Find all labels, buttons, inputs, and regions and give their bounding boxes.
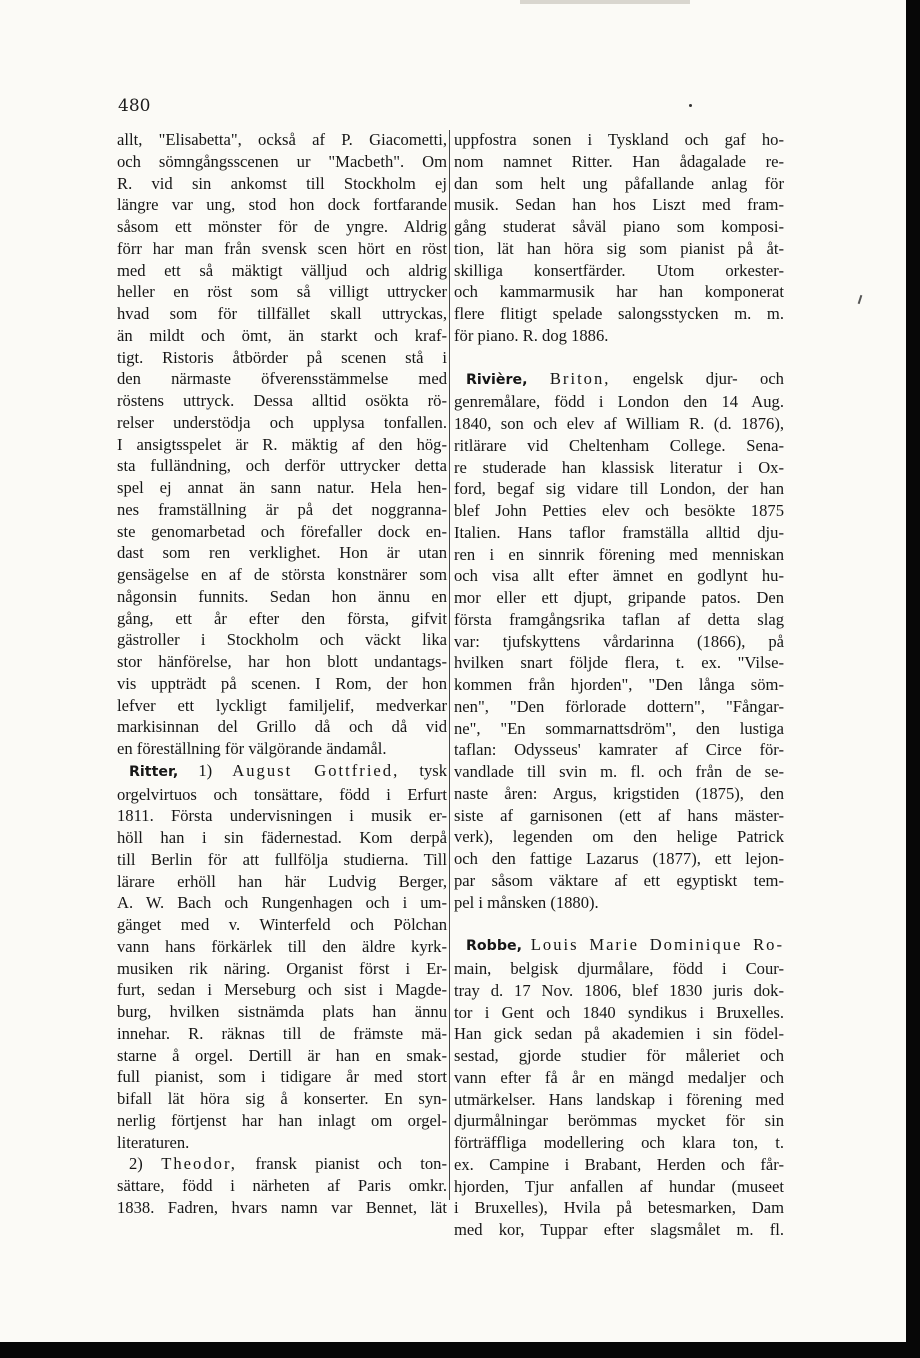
text-line: main, belgisk djurmålare, född i Cour- xyxy=(454,959,784,978)
text-line: spel ej annat än sann natur. Hela hen- xyxy=(117,478,447,497)
text-line: Italien. Hans taflor framställa alltid dju- xyxy=(454,522,784,542)
page-number: 480 xyxy=(118,96,151,116)
text-line: sättare, född i närheten af Paris omkr. xyxy=(117,1176,447,1195)
text-line: kommen från hjorden", "Den långa söm- xyxy=(454,675,784,694)
text-line: med ett så mäktigt välljud och aldrig xyxy=(117,260,447,280)
entry-name: August Gottfried, xyxy=(232,760,400,780)
text-line: siste af garnisonen (ett af hans mäster- xyxy=(454,805,784,825)
text-line: R. vid sin ankomst till Stockholm ej xyxy=(117,173,447,193)
text-line: vandlade till svin m. fl. och från de se- xyxy=(454,762,784,781)
scan-border-bottom xyxy=(0,1342,920,1358)
text-line: gänget med v. Winterfeld och Pölchan xyxy=(117,915,447,934)
entry-gap xyxy=(454,913,784,934)
text-line: A. W. Bach och Rungenhagen och i um- xyxy=(117,893,447,913)
text-line: tigt. Ristoris åtbörder på scenen stå i xyxy=(117,347,447,367)
text-line: tion, lät han höra sig som pianist på åt- xyxy=(454,238,784,258)
text-line: genremålare, född i London den 14 Aug. xyxy=(454,392,784,412)
ink-dot xyxy=(689,104,692,107)
text-line: för piano. R. dog 1886. xyxy=(454,325,609,345)
text-line: i Bruxelles), Hvila på betesmarken, Dam xyxy=(454,1198,784,1218)
entry-robbe-first-line xyxy=(466,934,784,958)
text-line: gästroller i Stockholm och väckt lika xyxy=(117,630,447,650)
text-line: I ansigtsspelet är R. mäktig af den hög- xyxy=(117,434,447,454)
text-line: innehar. R. räknas till de främste mä- xyxy=(117,1023,447,1043)
text-line: och den fattige Lazarus (1877), ett lejon- xyxy=(454,849,784,868)
text-line: par såsom väktare af ett egyptiskt tem- xyxy=(454,870,784,890)
text-line: dan som helt ung påfallande anlag för xyxy=(454,173,784,193)
text-line: allt, "Elisabetta", också af P. Giacometti, xyxy=(117,130,447,149)
text-line: till Berlin för att fullfölja studierna. Till xyxy=(117,849,447,869)
text-line: Han gick sedan på akademien i sin födel- xyxy=(454,1024,784,1044)
text-line: hvilken snart följde flera, t. ex. "Vilse- xyxy=(454,653,784,673)
text-line: gång studerat såväl piano som komposi- xyxy=(454,217,784,236)
text-line: första framgångsrika taflan af detta slag xyxy=(454,609,784,629)
entry-name: Theodor, xyxy=(161,1154,237,1174)
entry-text: fransk pianist och ton- xyxy=(255,1154,448,1174)
text-line: ford, begaf sig vidare till London, der han xyxy=(454,479,784,499)
text-line: med kor, Tuppar efter slagsmålet m. fl. xyxy=(454,1220,784,1239)
text-line: ex. Campine i Brabant, Herden och får- xyxy=(454,1154,784,1174)
text-line: furt, sedan i Merseburg och sist i Magde- xyxy=(117,980,447,1000)
entry-text: engelsk djur- och xyxy=(632,368,784,388)
text-line: hjorden, Tjur anfallen af hundar (museet xyxy=(454,1176,784,1196)
text-line: nen", "Den förlorade dottern", "Fångar- xyxy=(454,696,784,716)
text-line: ritlärare vid Cheltenham College. Sena- xyxy=(454,435,784,455)
text-line: än mildt och ömt, än starkt och kraf- xyxy=(117,325,447,345)
text-line: nes framställning är på det noggranna- xyxy=(117,499,447,519)
right-column xyxy=(454,129,784,1241)
text-line: tray d. 17 Nov. 1806, blef 1830 juris dok- xyxy=(454,980,784,1000)
text-line: stor hänförelse, har hon blott undantags- xyxy=(117,652,447,671)
text-line: nom namnet Ritter. Han ådagalade re- xyxy=(454,151,784,171)
text-line: musiken rik näring. Organist först i Er- xyxy=(117,958,447,978)
text-line: mor eller ett djupt, gripande patos. Den xyxy=(454,588,784,607)
entry-name: Louis Marie Dominique Ro- xyxy=(530,935,785,955)
text-line: sta fulländning, och derför uttrycker detta xyxy=(117,456,447,476)
entry-ritter-theodor-line xyxy=(129,1153,447,1175)
text-line: ren i en sinnrik förening med menniskan xyxy=(454,544,784,564)
entry-gap xyxy=(454,347,784,368)
text-line: bifall lät höra sig å konserter. En syn- xyxy=(117,1089,447,1108)
text-line: relser understödja och upplysa tonfallen. xyxy=(117,412,447,432)
text-line: förr har man från svensk scen hört en röst xyxy=(117,238,447,258)
text-line: flere flitigt spelade salongsstycken m. m. xyxy=(454,304,784,323)
text-line: såsom ett mönster för de yngre. Aldrig xyxy=(117,217,447,236)
column-divider xyxy=(449,130,450,1200)
text-line: uppfostra sonen i Tyskland och gaf ho- xyxy=(454,130,784,149)
text-line: vis uppträdt på scenen. I Rom, der hon xyxy=(117,673,447,693)
text-line: gensägelse en af de största konstnärer som xyxy=(117,565,447,584)
text-line: utmärkelser. Hans landskap i förening med xyxy=(454,1089,784,1109)
text-line: 1811. Första undervisningen i musik er- xyxy=(117,806,447,826)
text-line: ne", "En sommarnattsdröm", den lustiga xyxy=(454,718,784,738)
text-line: naste åren: Argus, krigstiden (1875), den xyxy=(454,783,784,803)
text-line: dast som ren verklighet. Hon är utan xyxy=(117,543,447,563)
text-line: markisinnan del Grillo då och då vid xyxy=(117,717,447,737)
scan-speckle xyxy=(520,0,690,4)
entry-riviere-first-line xyxy=(466,368,784,392)
entry-name: Briton, xyxy=(549,368,611,388)
text-line: röstens uttryck. Dessa alltid osökta rö- xyxy=(117,391,447,410)
text-line: och kammarmusik har han komponerat xyxy=(454,282,784,302)
text-line: tor i Gent och 1840 syndikus i Bruxelles. xyxy=(454,1002,784,1022)
text-line: och sömngångsscenen ur "Macbeth". Om xyxy=(117,151,447,171)
entry-heading-robbe: Robbe, xyxy=(466,938,522,955)
entry-text: tysk xyxy=(419,760,447,780)
text-line: blef John Petties elev och besökte 1875 xyxy=(454,501,784,520)
text-line: lärare erhöll han här Ludvig Berger, xyxy=(117,871,447,891)
text-line: 1840, son och elev af William R. (d. 1876), xyxy=(454,414,784,433)
left-column xyxy=(117,129,447,1219)
text-line: re studerade han klassisk literatur i Ox- xyxy=(454,457,784,477)
text-line: höll han i sin fädernestad. Kom derpå xyxy=(117,828,447,847)
text-line: djurmålningar berömmas mycket för sin xyxy=(454,1111,784,1131)
text-line: och visa allt efter ämnet en godlynt hu- xyxy=(454,566,784,586)
text-line: längre var ung, stod hon dock fortfarande xyxy=(117,195,447,215)
margin-mark xyxy=(858,295,863,304)
entry-heading-riviere: Rivière, xyxy=(466,371,528,388)
text-line: full pianist, som i tidigare år med stort xyxy=(117,1067,447,1087)
text-line: taflan: Odysseus' kamrater af Circe för- xyxy=(454,740,784,760)
text-line: 1838. Fadren, hvars namn var Bennet, lät xyxy=(117,1197,447,1217)
text-line: starne å orgel. Dertill är han en smak- xyxy=(117,1045,447,1065)
entry-ritter-first-line xyxy=(129,760,447,784)
text-line: literaturen. xyxy=(117,1132,190,1152)
text-line: den närmaste öfverensstämmelse med xyxy=(117,369,447,389)
text-line: någonsin funnits. Sedan hon ännu en xyxy=(117,586,447,606)
text-line: musik. Sedan han hos Liszt med fram- xyxy=(454,195,784,215)
text-line: heller en röst som så villigt uttrycker xyxy=(117,282,447,302)
text-line: en föreställning för välgörande ändamål. xyxy=(117,739,387,758)
text-line: var: tjufskyttens vårdarinna (1866), på xyxy=(454,631,784,651)
text-line: verk), legenden om den helige Patrick xyxy=(454,827,784,847)
text-line: hvad som för tillfället skall uttryckas, xyxy=(117,304,447,323)
text-line: ste genomarbetad och förefaller dock en- xyxy=(117,521,447,541)
text-line: vann hans förkärlek till den äldre kyrk- xyxy=(117,936,447,956)
entry-heading-ritter: Ritter, xyxy=(129,763,179,780)
entry-number: 2) xyxy=(129,1154,143,1174)
text-line: nerlig förtjenst har han inlagt om orgel- xyxy=(117,1110,447,1130)
text-line: pel i månsken (1880). xyxy=(454,892,599,912)
text-line: burg, hvilken sistnämda plats han ännu xyxy=(117,1002,447,1021)
text-line: vann efter få år en mängd medaljer och xyxy=(454,1067,784,1087)
text-line: orgelvirtuos och tonsättare, född i Erfurt xyxy=(117,784,447,804)
text-line: sestad, gjorde studier för måleriet och xyxy=(454,1046,784,1065)
text-line: skilliga konsertfärder. Utom orkester- xyxy=(454,260,784,280)
entry-number: 1) xyxy=(198,760,213,780)
scan-border-right xyxy=(906,0,920,1358)
text-line: förträffliga modellering och klara ton, t. xyxy=(454,1133,784,1152)
text-line: lefver ett lyckligt familjelif, medverkar xyxy=(117,695,447,715)
text-line: gång, ett år efter den första, gifvit xyxy=(117,608,447,628)
